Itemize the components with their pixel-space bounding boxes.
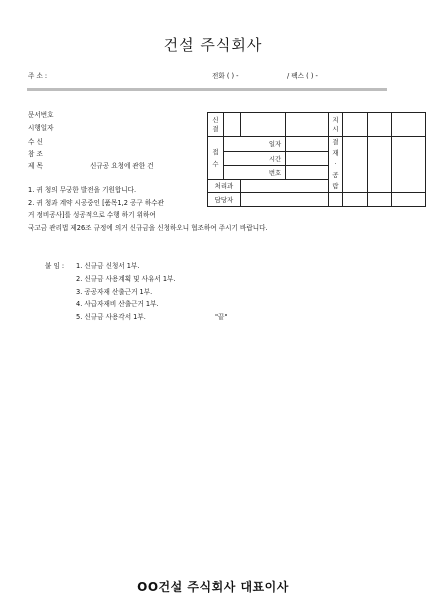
attachment-item: 2. 신규금 사용계획 및 사유서 1부. <box>76 275 176 283</box>
signature-footer: OO건설 주식회사 대표이사 <box>137 580 289 594</box>
body-line-3: 거 정비공사]를 성공적으로 수행 하기 위하여 <box>28 211 156 219</box>
subject-value: 신규공 요청에 관한 건 <box>90 162 154 170</box>
attachment-item: 1. 신규금 신청서 1부. <box>76 262 140 270</box>
date-cell-label: 일자 <box>223 137 285 152</box>
person-value <box>240 193 328 207</box>
person-extra-4 <box>391 193 425 207</box>
number-cell-label: 번호 <box>223 166 285 180</box>
reference-label: 참 조 <box>28 150 43 158</box>
approval-empty-2 <box>240 113 285 137</box>
attachment-item: 4. 사급자재비 산출근거 1부. <box>76 300 159 308</box>
phone-label: 전화 ( ) - <box>212 72 239 80</box>
fax-label: / 팩스 ( ) - <box>287 72 318 80</box>
header-divider <box>27 88 387 91</box>
approval-empty-5 <box>368 113 392 137</box>
body-line-4: 국고금 관리법 제26조 규정에 의거 신규금을 신청하오니 협조하여 주시기 바랍니다. <box>28 224 268 232</box>
number-cell-value <box>286 166 329 180</box>
attachment-item: 5. 신규금 사용각서 1부. <box>76 313 146 321</box>
address-label: 주 소 : <box>28 72 48 80</box>
approval-empty-1 <box>223 113 240 137</box>
person-extra-2 <box>343 193 368 207</box>
decision-cell-2 <box>368 137 392 193</box>
handler-label: 처리과 <box>208 180 241 193</box>
body-line-2: 2. 귀 청과 계약 시공중인 [품목1,2 공구 하수관 <box>28 199 164 207</box>
person-label: 담당자 <box>208 193 241 207</box>
handler-value <box>240 180 328 193</box>
recipient-label: 수 신 <box>28 138 43 146</box>
decision-cell-1 <box>343 137 368 193</box>
approval-empty-4 <box>343 113 368 137</box>
body-line-1: 1. 귀 청의 무궁한 발전을 기원합니다. <box>28 186 137 194</box>
attachment-item: 3. 공공자재 산출근거 1부. <box>76 288 153 296</box>
time-cell-label: 시간 <box>223 152 285 166</box>
receipt-label: 접수 <box>208 137 224 180</box>
person-extra-3 <box>368 193 392 207</box>
date-label: 시행일자 <box>28 124 54 132</box>
decision-cell-3 <box>391 137 425 193</box>
decision-label: 결재 · 공람 <box>328 137 342 193</box>
end-mark: "끝" <box>215 313 228 321</box>
attachments-label: 붙 임 : <box>45 262 65 270</box>
stamp-cell: 신 결 <box>208 113 224 137</box>
person-extra-1 <box>328 193 342 207</box>
approval-table <box>207 112 426 207</box>
approval-empty-6 <box>391 113 425 137</box>
date-cell-value <box>286 137 329 152</box>
doc-number-label: 문서번호 <box>28 111 54 119</box>
direction-label: 지시 <box>328 113 342 137</box>
subject-label: 제 목 <box>28 162 43 170</box>
approval-empty-3 <box>286 113 329 137</box>
time-cell-value <box>286 152 329 166</box>
document-title: 건설 주식회사 <box>163 36 263 54</box>
